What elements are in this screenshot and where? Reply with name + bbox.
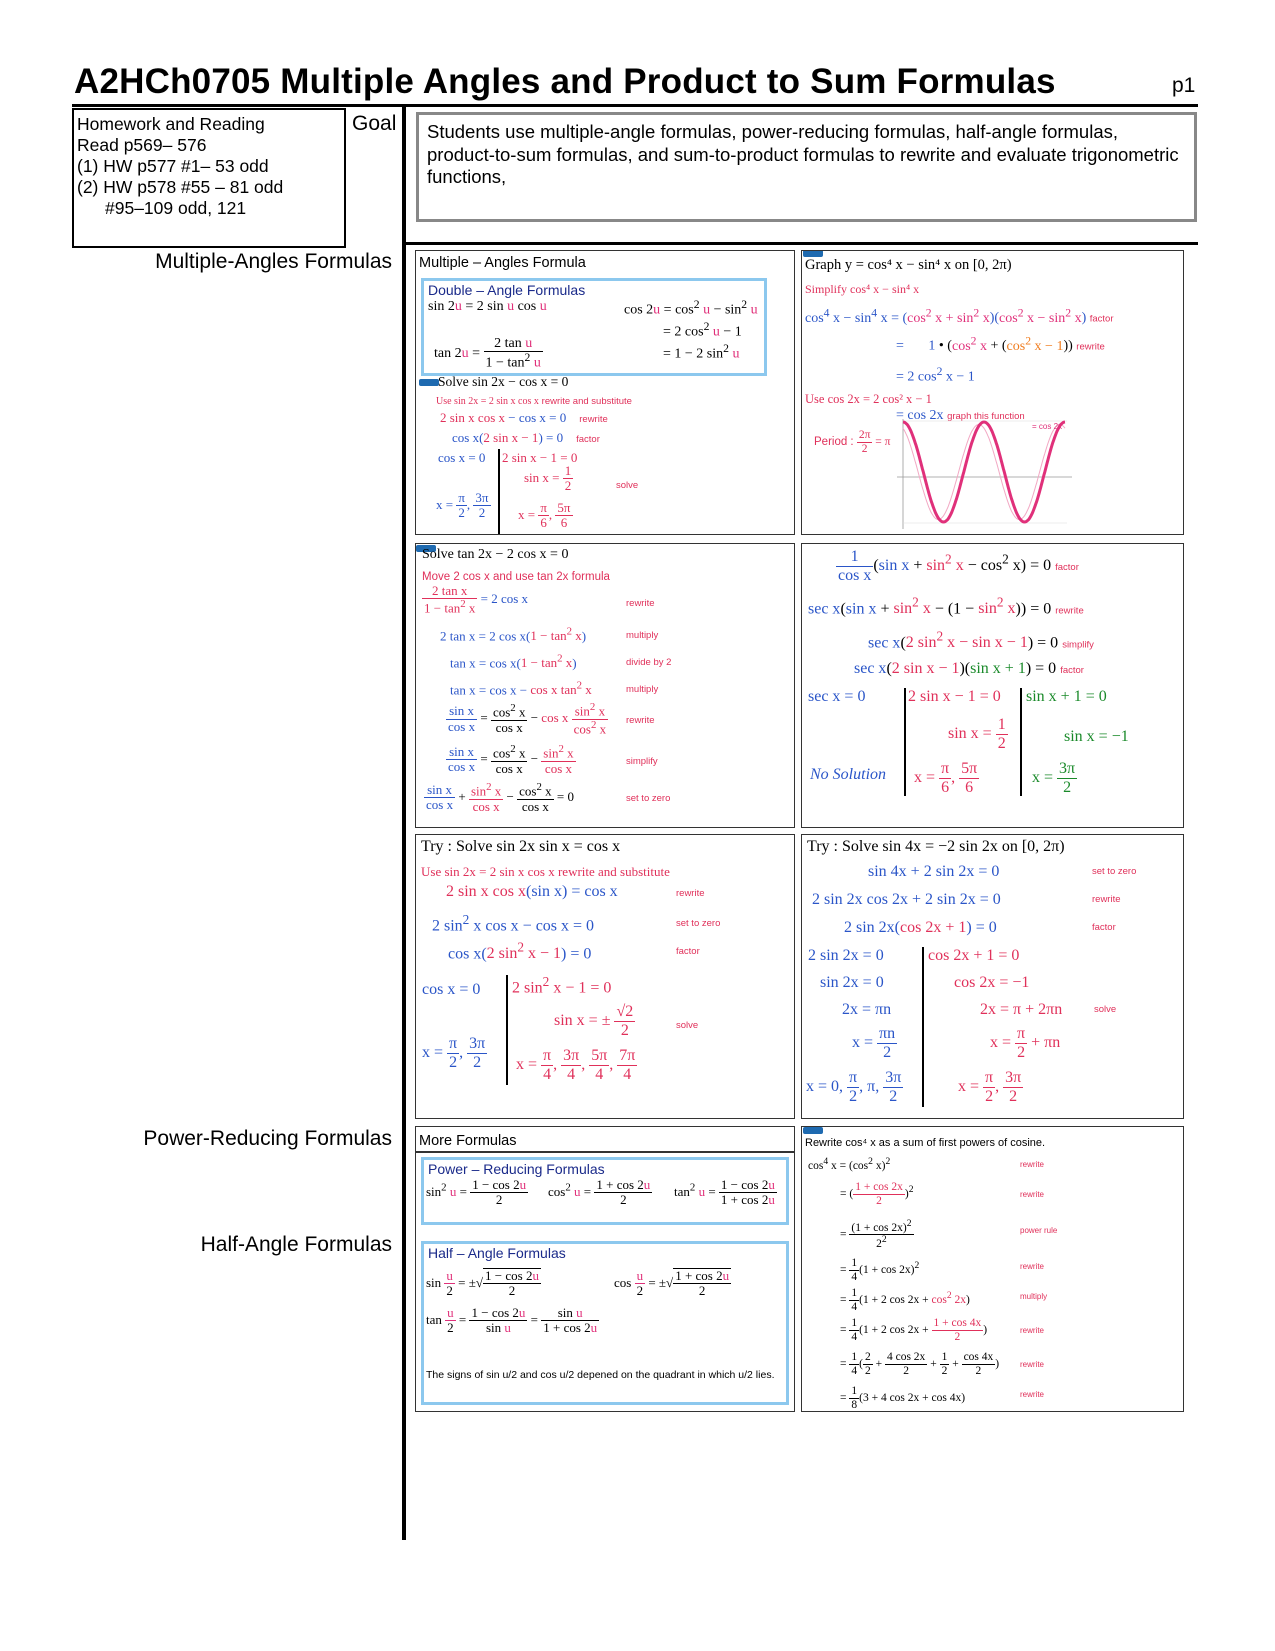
try2-step2: 2 sin 2x cos 2x + 2 sin 2x = 0 [812,891,1001,908]
solve-tan-title: Solve tan 2x − 2 cos x = 0 [422,547,569,562]
cos4-step8: = $\frac{1}{8}$ (3 + 4 cos 2x + cos 4x) [840,1385,966,1411]
factor-step: $\cos^4 x - \sin^4 x = (\cos^2$ $x + \sin^2 x)(\cos^2$ $x - \sin^2 x$) factor [805,306,1114,326]
power-reducing-box [421,1157,789,1225]
title-rule [416,1151,795,1153]
tan-step7: $\frac{\text{sin x}}{\text{cos x}}$ + $\frac{\sin^2 x}{\text{cos x}}$ − $\frac{\cos^2 x}{\text{cos x}}$ = 0 [426,781,574,814]
step-note: divide by 2 [626,657,672,668]
cos4-step3: = $\frac{(1 + \cos 2x)^2}{2^2}$ [840,1218,912,1251]
case-cos: cos x = 0 [438,450,486,465]
try2-case-sin: 2 sin 2x = 0 [808,947,884,964]
panel-solve-tan-cont [801,543,1184,828]
example-badge [803,250,823,257]
formula-sin-half: sin $\frac{u}{2}$ = ±√ $\frac{1 - \cos 2u}{2}$ [426,1268,539,1299]
step-note: rewrite [1020,1326,1045,1335]
heading-power-reducing: Power-Reducing Formulas [143,1127,392,1150]
solutions-sin-4: x = $\frac{\pi}{6}$ , $\frac{5\pi}{6}$ [914,760,978,796]
try1-step2: 2 $\sin^2 x$ cos x − cos x = 0 [432,912,595,935]
homework-line: Read p569– 576 [77,135,207,155]
period-line: Period : $\frac{2\pi}{2}$ = π [814,429,891,455]
column-divider [402,104,406,1540]
step-note: rewrite [1020,1160,1045,1169]
cos4-step4: = $\frac{1}{4}$ $(1 + \cos 2x)^2$ [840,1257,920,1283]
double-angle-subtitle: Double – Angle Formulas [428,282,586,298]
cont-step2: sec x(sin $x + \sin^2 x - (1 - \sin^2 x)) = 0$ rewrite [808,595,1084,618]
step-note: factor [676,946,700,957]
goal-box [416,112,1197,222]
try2-solutions-a: x = 0, $\frac{\pi}{2}$ , π, $\frac{3\pi}{2}$ [806,1069,902,1105]
solution-3pi2: x = $\frac{3\pi}{2}$ [1032,760,1076,796]
formula-tan-half: tan $\frac{u}{2}$ = $\frac{1 - \cos 2u}{\text{sin u}}$ = $\frac{\text{sin u}}{1 + \cos 2u}$ [426,1305,598,1336]
move-note: Move 2 cos x and use tan 2x formula [422,571,610,583]
panel-title: More Formulas [419,1133,517,1149]
panel-title: Multiple – Angles Formula [419,255,586,271]
sin-neg-one: sin x = −1 [1064,728,1129,745]
header-rule [72,104,1198,107]
try1-use: Use sin 2x = 2 sin x cos x rewrite and substitute [421,864,670,879]
solve-note: solve [616,480,639,491]
cont-step3: sec x(2 $\sin^2 x - \sin x - 1) = 0$ simplify [868,629,1094,652]
graph-title: Graph y = cos⁴ x − sin⁴ x on [0, 2π) [805,257,1012,273]
step-factor: cos x(2 sin x − 1) = 0 factor [452,430,600,445]
panel-more-formulas [415,1126,795,1412]
signs-note: The signs of sin u/2 and cos u/2 depened on the quadrant in which u/2 lies. [426,1369,775,1381]
step-note: rewrite [626,715,655,726]
step-note: rewrite [1020,1190,1045,1199]
cos4-step2: = ( $\frac{1 + \cos 2x}{2}$ )$^2$ [840,1181,914,1207]
try2-2x-pin: 2x = πn [842,1001,892,1018]
step-note: solve [1094,1004,1117,1015]
homework-line: (2) HW p578 #55 – 81 odd [77,177,284,197]
step-note: set to zero [626,793,671,804]
example-badge [419,379,439,386]
formula-tan2-power: $\tan^2 u$ = $\frac{1 - \cos 2u}{1 + \cos 2u}$ [674,1177,775,1208]
graph-curve-faint [903,422,1065,520]
try2-x-pin2: x = $\frac{\pi n}{2}$ [852,1025,896,1061]
cos4-step6: = $\frac{1}{4}$ (1 + 2 cos 2x + $\frac{1 + \cos 4x}{2}$ ) [840,1317,988,1343]
step-note: rewrite [1092,894,1121,905]
try1-step1: 2 sin x cos x(sin x) = cos x [446,883,618,900]
tan-step3: $\tan x = \cos x(1 - \tan^2 x)$ [450,653,577,671]
step-note: rewrite [676,888,705,899]
solutions-sin: x = $\frac{\pi}{6}$ , $\frac{5\pi}{6}$ [518,500,571,531]
cont-step1: $\frac{1}{\text{cos x}}$ (sin $x + \sin^2 x - \cos^2 x) = 0$ factor [838,548,1079,584]
simplify-line: Simplify cos⁴ x − sin⁴ x [805,282,920,296]
cos2x-graph [897,419,1072,529]
step-note: power rule [1020,1226,1058,1235]
tan-step2: 2 tan x = 2 $\cos x(1 - \tan^2 x)$ [440,626,587,644]
try1-solutions-cos: x = $\frac{\pi}{2}$ , $\frac{3\pi}{2}$ [422,1035,486,1071]
formula-cos2u-alt2: = 1 − 2 $\sin^2 u$ [663,342,740,362]
try2-step3: 2 sin 2x(cos 2x + 1) = 0 [844,919,997,936]
graph-curve-cos2x [903,422,1065,522]
goal-label: Goal [352,112,397,135]
step-note: rewrite [1020,1262,1045,1271]
example-badge [803,1127,823,1134]
case-sin-plus: sin x + 1 = 0 [1026,688,1107,705]
step-note: factor [1092,922,1116,933]
homework-box [72,108,346,248]
rewrite-title: Rewrite cos⁴ x as a sum of first powers of cosine. [805,1137,1046,1149]
goal-rule [406,242,1198,245]
solutions-cos: x = $\frac{\pi}{2}$ , $\frac{3\pi}{2}$ [436,490,489,521]
panel-try1 [415,834,795,1119]
try1-title: Try : Solve sin 2x sin x = cos x [421,838,621,855]
goal-text: Students use multiple-angle formulas, power-reducing formulas, half-angle formulas, product-to-sum formulas, and sum-to-product formulas to rewrite and evaluate trigonometric functions, [427,121,1179,187]
formula-cos2u-alt1: = 2 $\cos^2 u - 1$ [663,320,742,340]
step-note: solve [676,1020,699,1031]
try2-cos2x: cos 2x = −1 [954,974,1030,991]
formula-sin2u: sin 2u = 2 sin u cos u [428,299,547,314]
power-subtitle: Power – Reducing Formulas [428,1161,605,1177]
case-divider [498,449,500,535]
double-angle-box [421,278,767,376]
formula-tan2u: tan 2u = $\frac{\text{2 tan u}}{1 - \tan^2 u}$ [434,336,541,372]
half-angle-box [421,1241,789,1405]
try2-title: Try : Solve sin 4x = −2 sin 2x on [0, 2π) [807,838,1065,855]
case-divider [1020,688,1022,796]
try1-step3: cos x(2 $\sin^2 x - 1) = 0$ [448,940,592,963]
cos4-step5: = $\frac{1}{4}$ (1 + 2 $\cos 2x + \cos^2 2x$) [840,1287,970,1313]
page-number: p1 [1172,74,1196,97]
use-note: Use sin 2x = 2 sin x cos x rewrite and substitute [436,396,632,407]
tan-step4: tan x = cos x − cos x $\tan^2 x$ [450,680,592,698]
tan-step1: $\frac{\text{2 tan x}}{1 - \tan^2 x}$ = 2 cos x [424,583,529,616]
rewrite-step: = 1 • ($\cos^2$ $x + (\cos^2$ x − 1)) rewrite [896,334,1105,354]
try2-case-cos: cos 2x + 1 = 0 [928,947,1020,964]
step-note: multiply [626,684,659,695]
heading-half-angle: Half-Angle Formulas [200,1233,392,1256]
panel-rewrite-cos4 [801,1126,1184,1412]
case-divider [904,688,906,796]
step-note: multiply [1020,1292,1048,1301]
case-divider [506,975,508,1085]
step-note: multiply [626,630,659,641]
try2-step1: sin 4x + 2 sin 2x = 0 [868,863,1000,880]
formula-cos2-power: $\cos^2 u$ = $\frac{1 + \cos 2u}{2}$ [548,1177,651,1208]
simplified-result: = 2 $\cos^2 x - 1$ [896,365,975,385]
case-sec: sec x = 0 [808,688,866,705]
step-note: rewrite [626,598,655,609]
try1-case-cos: cos x = 0 [422,981,481,998]
sin-half-4: sin x = $\frac{1}{2}$ [948,716,1006,752]
try2-solutions-b: x = $\frac{\pi}{2}$ , $\frac{3\pi}{2}$ [958,1069,1022,1105]
cont-step4: sec x(2 sin x − 1)(sin x + 1) = 0 factor [854,660,1084,677]
cos4-step1: $\cos^4 x = (\cos^2$ x)$^2$ [808,1156,891,1172]
panel-try2 [801,834,1184,1119]
formula-cos2u: $\cos 2u = \cos^2 u - \sin^2 u$ [624,298,758,318]
panel-graph [801,250,1184,535]
homework-line: #95–109 odd, 121 [105,198,247,218]
cos4-step7: = $\frac{1}{4}$ ( $\frac{2}{2}$ + $\frac{4 \cos 2x}{2}$ + $\frac{1}{2}$ + $\frac{\cos 4x}{2}$ ) [840,1351,1000,1377]
try1-sin-val: sin x = ± $\frac{√2}{2}$ [554,1003,634,1039]
heading-multiple-angles: Multiple-Angles Formulas [155,250,392,273]
step-note: set to zero [676,918,721,929]
use-identity: Use cos 2x = 2 cos² x − 1 [805,392,932,406]
formula-sin2-power: $\sin^2 u$ = $\frac{1 - \cos 2u}{2}$ [426,1177,527,1208]
formula-cos-half: cos $\frac{u}{2}$ = ±√ $\frac{1 + \cos 2u}{2}$ [614,1268,730,1299]
half-subtitle: Half – Angle Formulas [428,1245,566,1261]
homework-heading: Homework and Reading [77,114,265,134]
case-divider [922,947,924,1107]
sin-half: sin x = $\frac{1}{2}$ [524,463,572,494]
homework-line: (1) HW p577 #1– 53 odd [77,156,269,176]
try2-sin2x: sin 2x = 0 [820,974,884,991]
step-note: rewrite [1020,1390,1045,1399]
step-note: set to zero [1092,866,1137,877]
step-rewrite: 2 sin x cos x − cos x = 0 rewrite [440,410,608,425]
tan-step5: $\frac{\text{sin x}}{\text{cos x}}$ = $\frac{\cos^2 x}{\text{cos x}}$ − cos x $\frac{\sin^2 x}{\cos^2 x}$ [448,701,607,736]
graph-legend: = cos 2x [1032,422,1063,431]
cos2x-result: = cos 2x graph this function [896,408,1025,423]
try1-solutions-sin: x = $\frac{\pi}{4}$ , $\frac{3\pi}{4}$ , $\frac{5\pi}{4}$ , $\frac{7\pi}{4}$ [516,1047,636,1083]
case-sin: 2 sin x − 1 = 0 [502,450,578,465]
try2-2x-pi: 2x = π + 2πn [980,1001,1063,1018]
step-note: rewrite [1020,1360,1045,1369]
no-solution: No Solution [810,766,887,783]
case-2sin: 2 sin x − 1 = 0 [908,688,1001,705]
step-note: simplify [626,756,658,767]
try1-case-sin: 2 $\sin^2 x - 1 = 0$ [512,974,612,997]
tan-step6: $\frac{\text{sin x}}{\text{cos x}}$ = $\frac{\cos^2 x}{\text{cos x}}$ − $\frac{\sin^2 x}{\text{cos x}}$ [448,743,574,776]
panel-multiple-angle [415,250,795,535]
panel-solve-tan [415,543,795,828]
solve-title: Solve sin 2x − cos x = 0 [438,374,569,389]
page-title: A2HCh0705 Multiple Angles and Product to Sum Formulas [74,62,1056,101]
try2-x-pi2: x = $\frac{\pi}{2}$ + πn [990,1025,1061,1061]
